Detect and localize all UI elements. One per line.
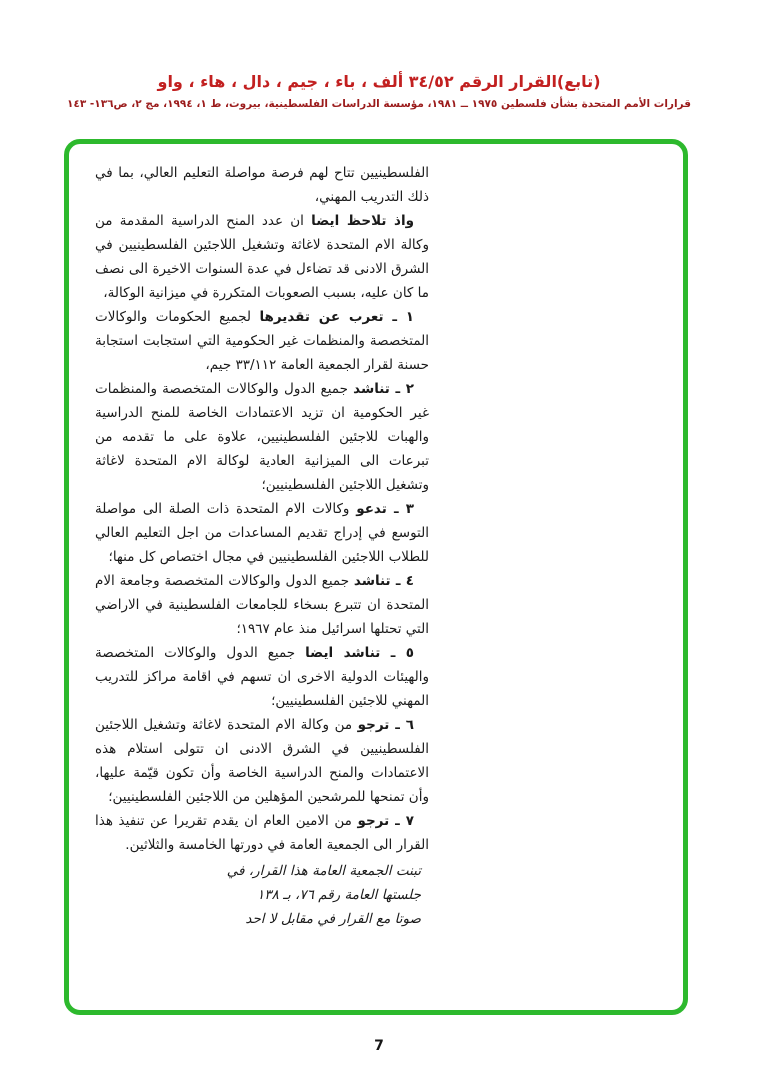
paragraph-lead: واذ تلاحظ ايضا [311, 213, 415, 229]
paragraph-text: من وكالة الام المتحدة لاغاثة وتشغيل اللاجئين الفلسطينيين في الشرق الادنى ان تتولى استلام هذه الاعتمادات والمنح الدراسية الخاصة وأن تكون قيّمة عليها، وأن تمنحها للمرشحين المؤهلين من اللاجئين الفلسطينيين؛ [95, 717, 429, 805]
paragraph-noting [95, 209, 429, 305]
adoption-note [95, 859, 429, 931]
operative-paragraph-7 [95, 809, 429, 857]
resolution-text [95, 161, 429, 931]
paragraph-text: لجميع الحكومات والوكالات المتخصصة والمنظمات غير الحكومية التي استجابت استجابة حسنة لقرار الجمعية العامة ٣٣/١١٢ جيم، [95, 309, 429, 373]
adoption-line: جلستها العامة رقم ٧٦، بـ ١٣٨ [257, 887, 421, 903]
paragraph-text: من الامين العام ان يقدم تقريرا عن تنفيذ هذا القرار الى الجمعية العامة في دورتها الخامسة والثلاثين. [95, 813, 429, 853]
operative-paragraph-2 [95, 377, 429, 497]
paragraph-lead: ٣ ـ تدعو [356, 501, 414, 517]
paragraph-text: جميع الدول والوكالات المتخصصة وجامعة الام المتحدة ان تتبرع بسخاء للجامعات الفلسطينية في الاراضي التي تحتلها اسرائيل منذ عام ١٩٦٧؛ [95, 573, 429, 637]
adoption-line: صوتا مع القرار في مقابل لا احد [245, 911, 421, 927]
operative-paragraph-4 [95, 569, 429, 641]
page-footer [0, 1038, 758, 1054]
operative-paragraph-5 [95, 641, 429, 713]
operative-paragraph-6 [95, 713, 429, 809]
paragraph-lead: ٥ ـ تناشد ايضا [305, 645, 414, 661]
source-citation: قرارات الأمم المتحدة بشأن فلسطين ١٩٧٥ ــ ١٩٨١، مؤسسة الدراسات الفلسطينية، بيروت، ط ١، ١٩٩٤، مج ٢، ص١٣٦- ١٤٣ [67, 98, 691, 110]
paragraph-text: الفلسطينيين تتاح لهم فرصة مواصلة التعليم العالي، بما في ذلك التدريب المهني، [95, 165, 429, 205]
paragraph-lead: ٧ ـ ترجو [357, 813, 414, 829]
paragraph-text: جميع الدول والوكالات المتخصصة والمنظمات غير الحكومية ان تزيد الاعتمادات الخاصة للمنح الدراسية والهبات للاجئين الفلسطينيين، علاوة على ما تقدمه من تبرعات الى الميزانية العادية لوكالة الام المتحدة لاغاثة وتشغيل اللاجئين الفلسطينيين؛ [95, 381, 429, 493]
paragraph-text: وكالات الام المتحدة ذات الصلة الى مواصلة التوسع في إدراج تقديم المساعدات من اجل التعليم العالي للطلاب اللاجئين الفلسطينيين في مجال اختصاص كل منها؛ [95, 501, 429, 565]
document-header [0, 72, 758, 110]
paragraph-lead: ٢ ـ تناشد [353, 381, 414, 397]
adoption-line: تبنت الجمعية العامة هذا القرار، في [226, 863, 421, 879]
page-number: 7 [374, 1038, 384, 1054]
operative-paragraph-3 [95, 497, 429, 569]
paragraph-lead: ٦ ـ ترجو [357, 717, 414, 733]
paragraph-continuation [95, 161, 429, 209]
paragraph-lead: ٤ ـ تناشد [353, 573, 414, 589]
paragraph-lead: ١ ـ تعرب عن تقديرها [259, 309, 414, 325]
paragraph-text: ان عدد المنح الدراسية المقدمة من وكالة الام المتحدة لاغاثة وتشغيل اللاجئين الفلسطينيين في الشرق الادنى قد تضاءل في عدة السنوات الاخيرة الى نصف ما كان عليه، بسبب الصعوبات المتكررة في ميزانية الوكالة، [95, 213, 429, 301]
operative-paragraph-1 [95, 305, 429, 377]
paragraph-text: جميع الدول والوكالات المتخصصة والهيئات الدولية الاخرى ان تسهم في اقامة مراكز للتدريب المهني للاجئين الفلسطينيين؛ [95, 645, 429, 709]
resolution-title: (تابع)القرار الرقم ٣٤/٥٢ ألف ، باء ، جيم ، دال ، هاء ، واو [157, 72, 601, 91]
